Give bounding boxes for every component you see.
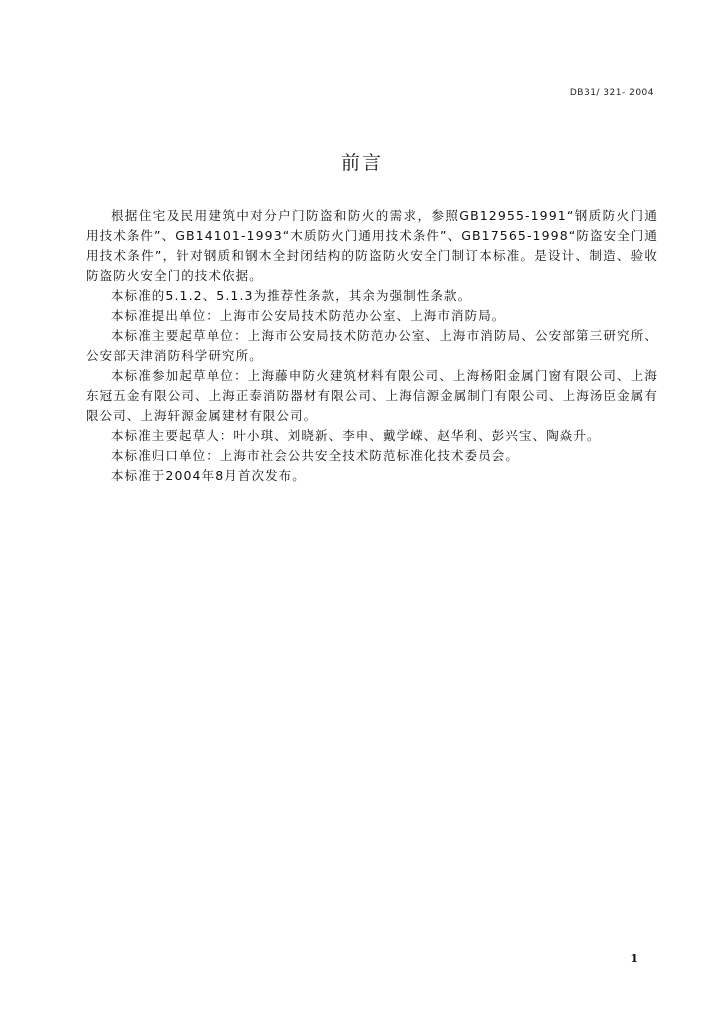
paragraph-recommended-clauses: 本标准的5.1.2、5.1.3为推荐性条款，其余为强制性条款。 [111, 288, 472, 303]
paragraph-release-date: 本标准于2004年8月首次发布。 [111, 468, 306, 483]
paragraph-responsible-unit: 本标准归口单位：上海市社会公共安全技术防范标准化技术委员会。 [111, 448, 520, 463]
paragraph-main-drafters: 本标准主要起草人：叶小琪、刘晓新、李申、戴学嵘、赵华利、彭兴宝、陶焱升。 [111, 428, 601, 443]
document-code: DB31/ 321- 2004 [569, 88, 654, 98]
paragraph-basis: 根据住宅及民用建筑中对分户门防盗和防火的需求，参照GB12955-1991“钢质防火门通用技术条件”、GB14101-1993“木质防火门通用技术条件”、GB17565-1998“防盗安全门通用技术条件”，针对钢质和钢木全封闭结构的防盗防火安全门制订本标准。是设计、制造、验收防盗防火安全门的技术依据。 [86, 208, 658, 283]
paragraph-main-drafting-units: 本标准主要起草单位：上海市公安局技术防范办公室、上海市消防局、公安部第三研究所、公安部天津消防科学研究所。 [86, 328, 658, 363]
paragraph-participating-units: 本标准参加起草单位：上海藤申防火建筑材料有限公司、上海杨阳金属门窗有限公司、上海东冠五金有限公司、上海正泰消防器材有限公司、上海信源金属制门有限公司、上海汤臣金属有限公司、上海轩源金属建材有限公司。 [86, 368, 658, 423]
foreword-body [86, 206, 658, 486]
page-number: 1 [630, 952, 638, 965]
paragraph-proposing-units: 本标准提出单位：上海市公安局技术防范办公室、上海市消防局。 [111, 308, 506, 323]
page-title: 前言 [340, 152, 383, 174]
